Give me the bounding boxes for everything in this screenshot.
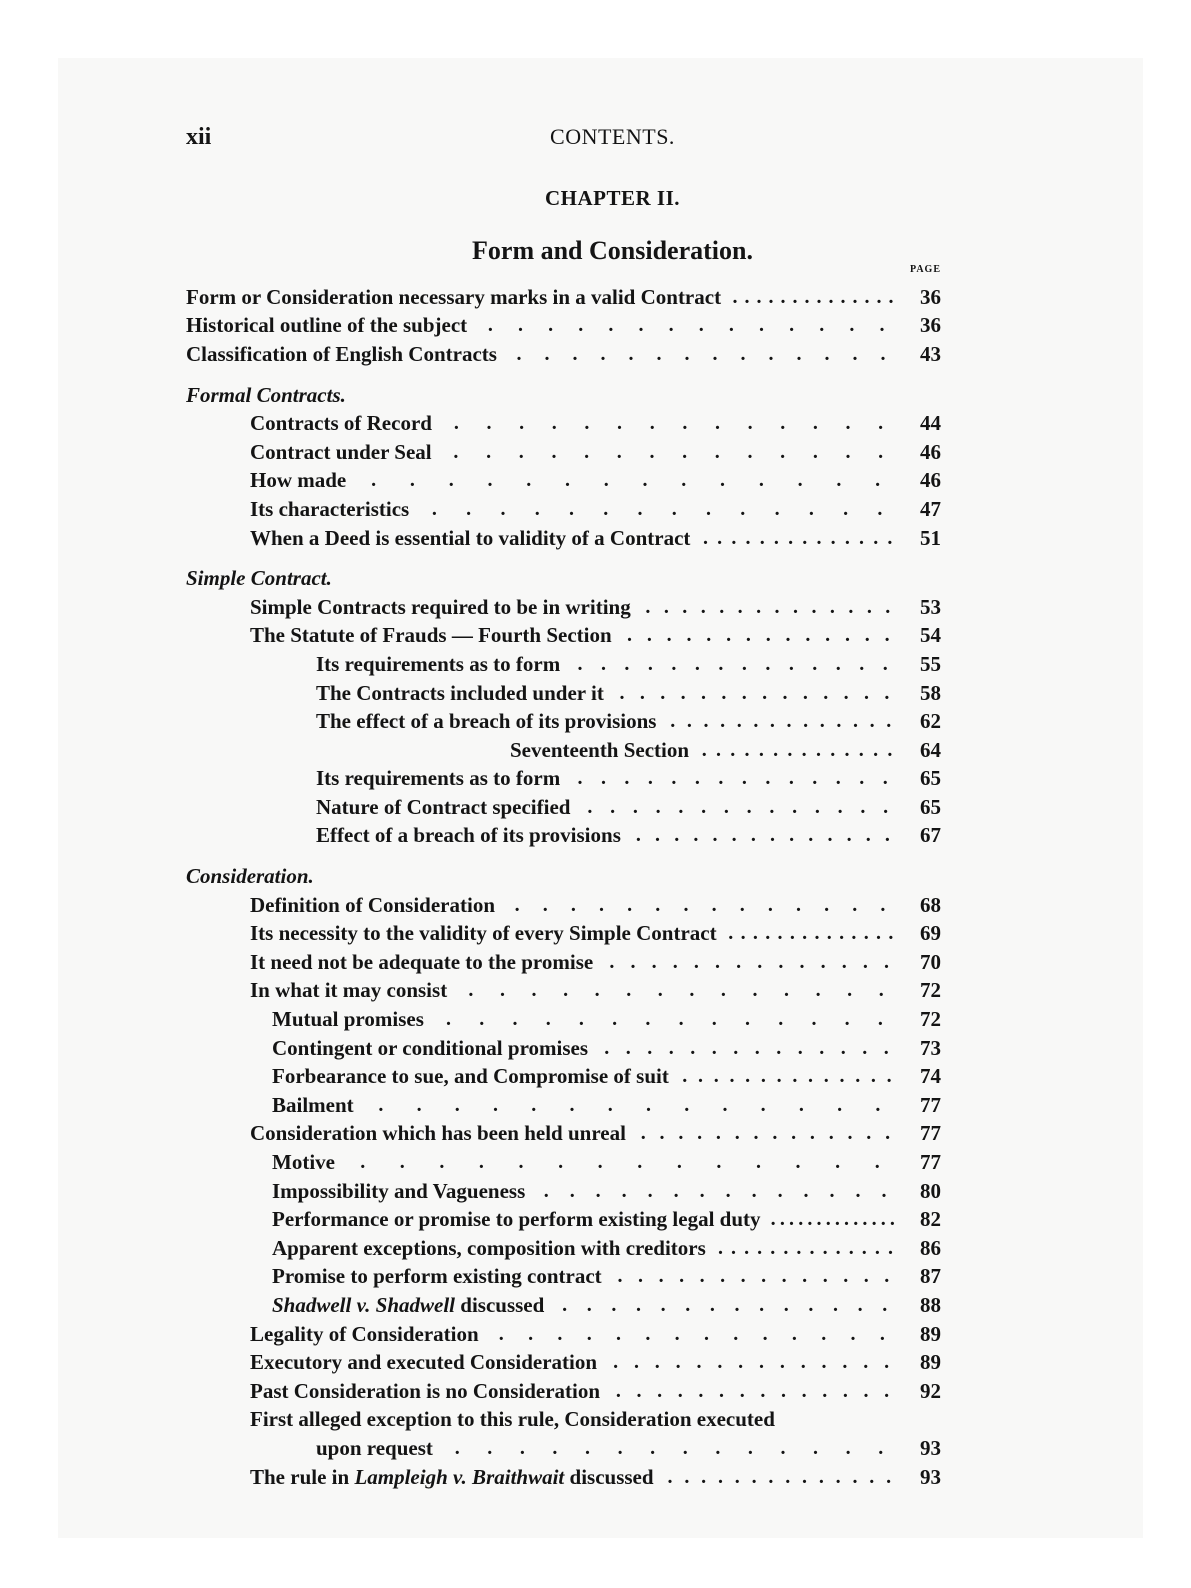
toc-entry: [186, 977, 941, 1006]
toc-entry: [186, 765, 941, 794]
toc-page-number: 88: [920, 1292, 941, 1317]
toc-page-number: 47: [920, 496, 941, 521]
toc-entry: [186, 1091, 941, 1120]
toc-entry: [186, 409, 941, 438]
toc-entry-label: Apparent exceptions, composition with creditors: [272, 1235, 706, 1260]
toc-entry-label: How made: [250, 468, 347, 493]
toc-entry: [186, 1434, 941, 1463]
toc-entry-label: Definition of Consideration: [250, 892, 496, 917]
toc-page-number: 46: [920, 468, 941, 493]
toc-entry-label: First alleged exception to this rule, Consideration executed: [250, 1407, 775, 1432]
dot-leader: . . . . . . . . . . . . . .: [468, 979, 884, 1002]
toc-entry: [186, 593, 941, 622]
section-gap: [186, 369, 941, 381]
dot-leader: . . . . . . . . . . . . . .: [627, 624, 890, 647]
toc-entry: [186, 622, 941, 651]
dot-leader: . . . . . . . . . . . . . .: [682, 1065, 892, 1088]
toc-entry-label: Classification of English Contracts: [186, 341, 497, 366]
toc-entry-label: Executory and executed Consideration: [250, 1350, 598, 1375]
toc-page-number: 51: [920, 525, 941, 550]
toc-entry: [186, 1177, 941, 1206]
toc-page-number: 93: [920, 1464, 941, 1489]
toc-entry: [186, 793, 941, 822]
toc-entry: [186, 891, 941, 920]
toc-page-number: 87: [920, 1264, 941, 1289]
dot-leader: . . . . . . . . . . . . . .: [717, 1236, 893, 1259]
toc-entry: [186, 1148, 941, 1177]
dot-leader: . . . . . . . . . . . . . .: [562, 1293, 888, 1316]
toc-entry: [186, 1406, 941, 1435]
toc-entry-label: The rule in Lampleigh v. Braithwait discussed: [250, 1464, 654, 1489]
toc-entry: [186, 1463, 941, 1492]
toc-section-heading: [186, 564, 941, 593]
toc-entry: [186, 1034, 941, 1063]
toc-entry-label: Motive: [272, 1150, 335, 1175]
toc-entry: [186, 312, 941, 341]
chapter-number: CHAPTER II.: [544, 186, 681, 210]
toc-entry: [186, 1291, 941, 1320]
dot-leader: . . . . . . . . . . . . . .: [604, 1036, 889, 1059]
toc-entry: [186, 1348, 941, 1377]
toc-entry-label: Shadwell v. Shadwell discussed: [272, 1292, 545, 1317]
toc-entry-label: Promise to perform existing contract: [272, 1264, 602, 1289]
toc-entry: [186, 1120, 941, 1149]
dot-leader: . . . . . . . . . . . . . .: [615, 1379, 890, 1402]
toc-entry-label: Nature of Contract specified: [316, 794, 571, 819]
dot-leader: . . . . . . . . . . . . . .: [667, 1465, 892, 1488]
dot-leader: . . . . . . . . . . . . . .: [617, 1265, 890, 1288]
dot-leader: . . . . . . . . . . . . . .: [516, 342, 886, 365]
toc-entry: [186, 707, 941, 736]
dot-leader: . . . . . . . . . . . . . .: [446, 1008, 883, 1031]
page-column-label: PAGE: [909, 264, 941, 275]
toc-entry-label: Bailment: [272, 1092, 354, 1117]
toc-entry: [186, 1377, 941, 1406]
toc-page-number: 69: [920, 921, 941, 946]
toc-entry-label: Its requirements as to form: [316, 651, 561, 676]
dot-leader: . . . . . . . . . . . . . .: [378, 1093, 881, 1116]
toc-entry-label: Mutual promises: [272, 1007, 424, 1032]
toc-entry-label: Past Consideration is no Consideration: [250, 1378, 601, 1403]
toc-entry-label: Consideration which has been held unreal: [250, 1121, 626, 1146]
toc-entry: [186, 650, 941, 679]
toc-entry-label: Historical outline of the subject: [186, 313, 468, 338]
toc-entry-label: Form or Consideration necessary marks in a valid Contract: [186, 284, 722, 309]
toc-page-number: 89: [920, 1350, 941, 1375]
toc-entry-label: The Statute of Frauds — Fourth Section: [250, 623, 612, 648]
toc-entry: [186, 1234, 941, 1263]
toc-entry: [186, 1320, 941, 1349]
dot-leader: . . . . . . . . . . . . . .: [453, 412, 884, 435]
toc-entry-label: Formal Contracts.: [186, 382, 346, 407]
toc-page-number: 74: [920, 1064, 941, 1089]
dot-leader: . . . . . . . . . . . . . .: [645, 595, 891, 618]
toc-entry-label: Contract under Seal: [250, 439, 432, 464]
dot-leader: . . . . . . . . . . . . . .: [635, 824, 890, 847]
dot-leader: . . . . . . . . . . . . . .: [732, 285, 894, 308]
toc-entry-label: Effect of a breach of its provisions: [316, 823, 621, 848]
dot-leader: . . . . . . . . . . . . . .: [577, 767, 888, 790]
toc-entry: [186, 283, 941, 312]
toc-entry: [186, 467, 941, 496]
toc-page-number: 58: [920, 680, 941, 705]
toc-entry: [186, 438, 941, 467]
toc-entry: [186, 736, 941, 765]
toc-entry-label: In what it may consist: [250, 978, 448, 1003]
toc-page-number: 89: [920, 1321, 941, 1346]
dot-leader: . . . . . . . . . . . . . .: [728, 922, 894, 945]
table-of-contents: [186, 283, 941, 1491]
dot-leader: . . . . . . . . . . . . . .: [609, 950, 889, 973]
section-gap: [186, 850, 941, 862]
toc-entry-label: Forbearance to sue, and Compromise of suit: [272, 1064, 669, 1089]
toc-page-number: 70: [920, 949, 941, 974]
toc-page-number: 67: [920, 823, 941, 848]
toc-entry-label: Legality of Consideration: [250, 1321, 479, 1346]
toc-entry-label: Seventeenth Section: [510, 737, 690, 762]
toc-entry: [186, 1062, 941, 1091]
toc-entry-label: Its requirements as to form: [316, 766, 561, 791]
dot-leader: . . . . . . . . . . . . . .: [587, 795, 889, 818]
toc-entry: [186, 679, 941, 708]
toc-entry-label: Its characteristics: [250, 496, 410, 521]
toc-page-number: 53: [920, 594, 941, 619]
toc-entry-label: The Contracts included under it: [316, 680, 604, 705]
toc-entry: [186, 495, 941, 524]
toc-page-number: 93: [920, 1435, 941, 1460]
chapter-title: Form and Consideration.: [472, 236, 753, 265]
dot-leader: . . . . . . . . . . . . . .: [619, 681, 890, 704]
toc-entry-label: Performance or promise to perform existing legal duty: [272, 1207, 761, 1232]
toc-page-number: 82: [920, 1207, 941, 1232]
toc-entry-label: Contingent or conditional promises: [272, 1035, 589, 1060]
toc-page-number: 54: [920, 623, 941, 648]
dot-leader: . . . . . . . . . . . . . .: [453, 440, 884, 463]
toc-entry-label: The effect of a breach of its provisions: [316, 709, 657, 734]
toc-page-number: 77: [920, 1121, 941, 1146]
toc-page-number: 68: [920, 892, 941, 917]
dot-leader: . . . . . . . . . . . . . .: [701, 738, 893, 761]
toc-page-number: 92: [920, 1378, 941, 1403]
toc-entry: [186, 1263, 941, 1292]
toc-page-number: 46: [920, 439, 941, 464]
dot-leader: [783, 1406, 897, 1435]
toc-page-number: 65: [920, 794, 941, 819]
dot-leader: . . . . . . . . . . . . . .: [498, 1322, 885, 1345]
dot-leader: . . . . . . . . . . . . . .: [487, 314, 885, 337]
dot-leader: . . . . . . . . . . . . . .: [514, 893, 886, 916]
toc-entry-label: Simple Contracts required to be in writing: [250, 594, 631, 619]
dot-leader: . . . . . . . . . . . . . .: [454, 1436, 884, 1459]
toc-page-number: 64: [920, 737, 941, 762]
toc-page-number: 44: [920, 411, 941, 436]
running-head: CONTENTS.: [550, 124, 675, 149]
toc-page-number: 77: [920, 1150, 941, 1175]
toc-entry-label: Contracts of Record: [250, 411, 432, 436]
toc-page-number: 65: [920, 766, 941, 791]
dot-leader: . . . . . . . . . . . . . .: [431, 497, 883, 520]
toc-entry-label: Impossibility and Vagueness: [272, 1178, 526, 1203]
dot-leader: . . . . . . . . . . . . . .: [577, 652, 888, 675]
toc-entry: [186, 1005, 941, 1034]
dot-leader: . . . . . . . . . . . . . .: [543, 1179, 887, 1202]
toc-entry-label: upon request: [316, 1435, 433, 1460]
dot-leader: . . . . . . . . . . . . . .: [640, 1122, 891, 1145]
toc-page-number: 43: [920, 341, 941, 366]
section-gap: [186, 552, 941, 564]
toc-entry: [186, 524, 941, 553]
dot-leader: . . . . . . . . . . . . . .: [770, 1208, 895, 1231]
toc-entry-label: Simple Contract.: [186, 566, 332, 591]
toc-entry-label: Consideration.: [186, 864, 314, 889]
toc-entry-label: When a Deed is essential to validity of a Contract: [250, 525, 691, 550]
toc-entry: [186, 822, 941, 851]
toc-entry: [186, 948, 941, 977]
page-folio: xii: [186, 124, 212, 150]
toc-entry-label: It need not be adequate to the promise: [250, 949, 594, 974]
toc-page-number: 80: [920, 1178, 941, 1203]
toc-page-number: 77: [920, 1092, 941, 1117]
toc-entry: [186, 1205, 941, 1234]
dot-leader: . . . . . . . . . . . . . .: [360, 1151, 880, 1174]
toc-page-number: 73: [920, 1035, 941, 1060]
toc-page-number: 36: [920, 313, 941, 338]
dot-leader: . . . . . . . . . . . . . .: [670, 710, 892, 733]
dot-leader: . . . . . . . . . . . . . .: [702, 526, 893, 549]
toc-entry-label: Its necessity to the validity of every Simple Contract: [250, 921, 717, 946]
toc-page-number: 36: [920, 284, 941, 309]
toc-section-heading: [186, 381, 941, 410]
toc-page-number: 86: [920, 1235, 941, 1260]
toc-page-number: 55: [920, 651, 941, 676]
toc-page-number: 72: [920, 978, 941, 1003]
dot-leader: . . . . . . . . . . . . . .: [613, 1351, 890, 1374]
toc-section-heading: [186, 862, 941, 891]
toc-entry: [186, 340, 941, 369]
toc-page-number: 72: [920, 1007, 941, 1032]
toc-entry: [186, 919, 941, 948]
dot-leader: . . . . . . . . . . . . . .: [371, 469, 881, 492]
toc-page-number: 62: [920, 709, 941, 734]
